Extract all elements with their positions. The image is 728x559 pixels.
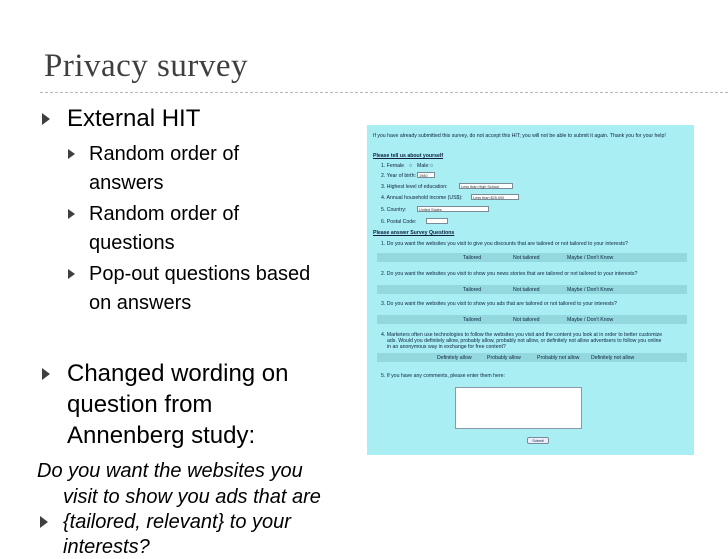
sub-bullet-arrow-icon <box>68 269 75 279</box>
postal-code-input[interactable] <box>426 218 448 224</box>
q1-female-radio[interactable]: ○ <box>409 163 413 169</box>
answer-heading: Please answer Survey Questions <box>373 230 455 236</box>
q4-probably-not-allow[interactable]: Probably not allow <box>537 355 580 361</box>
q2-tailored[interactable]: Tailored <box>463 287 482 293</box>
country-select[interactable]: United States <box>417 206 489 212</box>
q3-not-tailored[interactable]: Not tailored <box>513 317 540 323</box>
quote-line4: interests? <box>63 536 150 558</box>
title-divider <box>40 92 728 93</box>
q4-options-band <box>377 353 687 362</box>
sub-bullet-popout-line2: on answers <box>89 292 192 314</box>
sub-bullet-arrow-icon <box>68 209 75 219</box>
education-select[interactable]: Less than High School <box>459 183 513 189</box>
bullet-arrow-icon <box>42 368 50 380</box>
year-select[interactable]: 1980 <box>417 172 435 178</box>
bullet-arrow-icon <box>40 516 48 528</box>
sub-bullet-random-answers-line2: answers <box>89 172 164 194</box>
survey-q5: 5. If you have any comments, please enter them here: <box>381 373 505 379</box>
sub-bullet-random-questions-line1: Random order of <box>89 203 240 225</box>
q3-label: 3. Highest level of education: <box>381 184 448 190</box>
q6-label: 6. Postal Code: <box>381 219 417 225</box>
bullet-external-hit: External HIT <box>67 105 201 132</box>
survey-q2: 2. Do you want the websites you visit to show you news stories that are tailored or not tailored to your interests? <box>381 271 638 277</box>
survey-q4-line3: in an anonymous way in exchange for free content? <box>387 344 506 350</box>
q4-definitely-allow[interactable]: Definitely allow <box>437 355 472 361</box>
survey-q3: 3. Do you want the websites you visit to show you ads that are tailored or not tailored to your interests? <box>381 301 617 307</box>
q4-definitely-not-allow[interactable]: Definitely not allow <box>591 355 635 361</box>
bullet-changed-line3: Annenberg study: <box>67 422 256 449</box>
q4-label: 4. Annual household income (US$): <box>381 195 463 201</box>
q3-maybe[interactable]: Maybe / Don't Know <box>567 317 614 323</box>
sub-bullet-arrow-icon <box>68 149 75 159</box>
bullet-arrow-icon <box>42 113 50 125</box>
submit-button[interactable]: Submit <box>527 437 549 444</box>
survey-q4-line1: 4. Marketers often use technologies to follow the websites you visit and the content you look at in order to better customize <box>381 332 663 338</box>
q4-probably-allow[interactable]: Probably allow <box>487 355 521 361</box>
q1-tailored[interactable]: Tailored <box>463 255 482 261</box>
survey-form-screenshot <box>367 125 694 455</box>
q1-male-label: Male: <box>417 163 430 169</box>
bullet-changed-line1: Changed wording on <box>67 360 289 387</box>
comments-textarea[interactable] <box>455 387 582 429</box>
q1-female-label: 1. Female <box>381 163 405 169</box>
about-heading: Please tell us about yourself <box>373 153 444 159</box>
quote-line3: {tailored, relevant} to your <box>63 511 291 533</box>
form-notice: If you have already submitted this survey, do not accept this HIT; you will not be able to submit it again. Thank you for your help! <box>373 133 666 139</box>
q3-tailored[interactable]: Tailored <box>463 317 482 323</box>
sub-bullet-random-answers-line1: Random order of <box>89 143 240 165</box>
quote-line2: visit to show you ads that are <box>63 486 321 508</box>
bullet-changed-line2: question from <box>67 391 213 418</box>
q2-label: 2. Year of birth: <box>381 173 416 179</box>
q2-not-tailored[interactable]: Not tailored <box>513 287 540 293</box>
q1-male-radio[interactable]: ○ <box>430 163 434 169</box>
sub-bullet-popout-line1: Pop-out questions based <box>89 263 311 285</box>
q1-maybe[interactable]: Maybe / Don't Know <box>567 255 614 261</box>
q1-not-tailored[interactable]: Not tailored <box>513 255 540 261</box>
q2-maybe[interactable]: Maybe / Don't Know <box>567 287 614 293</box>
quote-line1: Do you want the websites you <box>37 460 303 482</box>
q5-label: 5. Country: <box>381 207 407 213</box>
income-select[interactable]: Less than $25,000 <box>471 194 519 200</box>
survey-q1: 1. Do you want the websites you visit to give you discounts that are tailored or not tailored to your interests? <box>381 241 628 247</box>
slide-title: Privacy survey <box>44 48 249 84</box>
survey-q4-line2: ads. Would you definitely allow, probably allow, probably not allow, or definitely not allow advertisers to follow you online <box>387 338 662 344</box>
sub-bullet-random-questions-line2: questions <box>89 232 175 254</box>
